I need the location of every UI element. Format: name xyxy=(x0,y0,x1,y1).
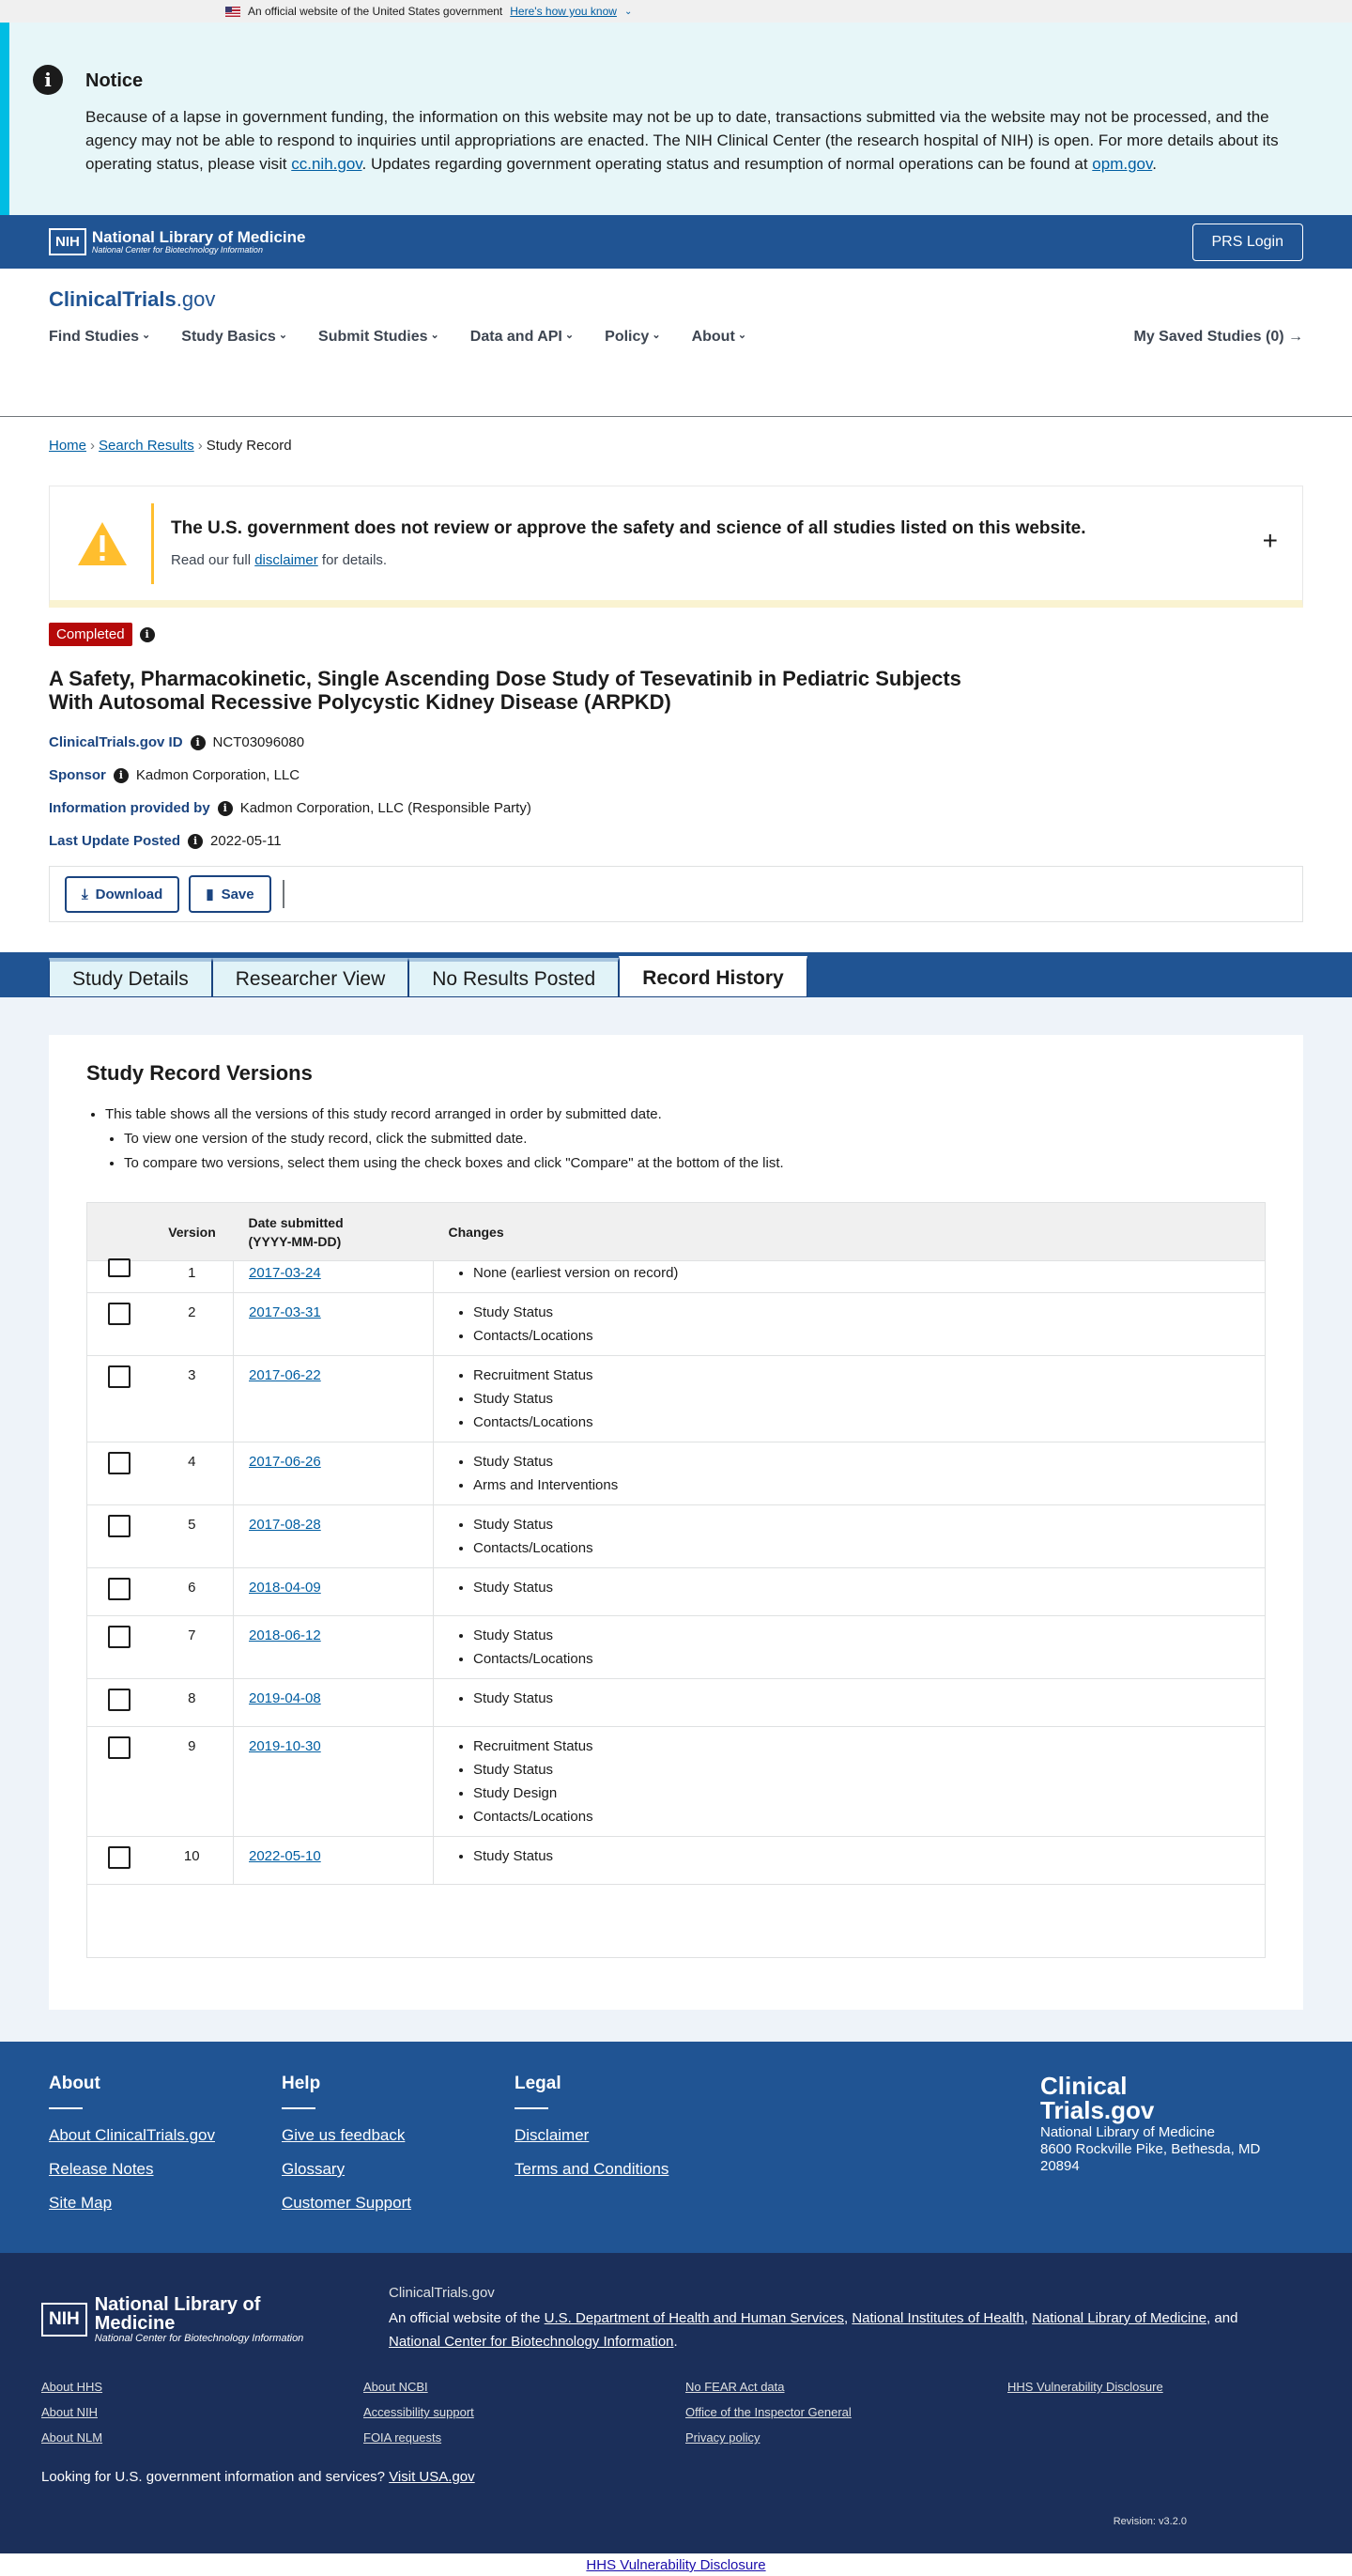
header-date xyxy=(234,1203,434,1261)
footer-link-about-ct[interactable]: About ClinicalTrials.gov xyxy=(49,2126,215,2144)
version-checkbox[interactable] xyxy=(108,1365,131,1388)
intro-bullet: • To compare two versions, select them using the check boxes and click "Compare" at the bottom of the list. xyxy=(124,1151,1266,1176)
nav-about[interactable]: About ⌄ xyxy=(692,329,746,346)
footer-link-feedback[interactable]: Give us feedback xyxy=(282,2126,406,2144)
info-icon[interactable]: i xyxy=(114,768,129,783)
intro-bullet: • To view one version of the study record, click the submitted date. xyxy=(124,1127,1266,1151)
info-icon[interactable]: i xyxy=(140,627,155,642)
checkbox-cell xyxy=(87,1293,151,1356)
table-header-row xyxy=(87,1203,1266,1261)
footer-empty-cell xyxy=(1007,2430,1329,2445)
footer-link-about-nih[interactable]: About NIH xyxy=(41,2405,98,2419)
sep: , xyxy=(843,2310,853,2326)
change-item: • Contacts/Locations xyxy=(473,1324,1250,1348)
changes-cell xyxy=(434,1837,1266,1885)
download-label: Download xyxy=(95,886,163,902)
save-button[interactable] xyxy=(189,875,270,913)
nav-find-studies[interactable]: Find Studies ⌄ xyxy=(49,329,150,346)
footer-bottom xyxy=(0,2253,1352,2553)
info-icon: i xyxy=(33,65,63,95)
version-checkbox[interactable] xyxy=(108,1626,131,1648)
version-date-link[interactable]: 2019-10-30 xyxy=(249,1738,321,1754)
last-update-label: Last Update Posted xyxy=(49,833,181,849)
tab-record-history[interactable]: Record History xyxy=(619,956,807,997)
footer-help-title: Help xyxy=(282,2074,321,2093)
logo-suffix: .gov xyxy=(176,287,216,311)
tab-researcher-view[interactable]: Researcher View xyxy=(212,958,409,997)
changes-cell xyxy=(434,1261,1266,1293)
notice-text: . Updates regarding government operating status and resumption of normal operations can be found at xyxy=(361,155,1093,173)
change-item: • Study Design xyxy=(473,1782,1250,1805)
save-label: Save xyxy=(221,886,254,902)
heres-how-you-know-link[interactable]: Here's how you know xyxy=(510,5,617,18)
date-cell xyxy=(234,1442,434,1505)
prs-login-button[interactable]: PRS Login xyxy=(1192,224,1304,261)
table-row xyxy=(87,1293,1266,1356)
table-row xyxy=(87,1616,1266,1679)
gov-banner xyxy=(0,0,1352,23)
changes-cell xyxy=(434,1568,1266,1616)
address-line: 20894 xyxy=(1040,2158,1080,2174)
change-item: • Arms and Interventions xyxy=(473,1473,1250,1497)
footer-link-no-fear[interactable]: No FEAR Act data xyxy=(685,2380,785,2394)
version-number: 7 xyxy=(151,1616,234,1679)
chevron-right-icon: › xyxy=(90,438,96,454)
tab-no-results-posted[interactable]: No Results Posted xyxy=(408,958,619,997)
version-number: 6 xyxy=(151,1568,234,1616)
change-item: • Study Status xyxy=(473,1687,1250,1710)
version-date-link[interactable]: 2022-05-10 xyxy=(249,1848,321,1864)
date-cell xyxy=(234,1293,434,1356)
checkbox-cell xyxy=(87,1568,151,1616)
date-cell xyxy=(234,1505,434,1568)
sep: , xyxy=(1023,2310,1033,2326)
my-saved-studies-link[interactable] xyxy=(1134,329,1304,346)
table-row xyxy=(87,1356,1266,1442)
table-row xyxy=(87,1727,1266,1837)
footer-rule xyxy=(49,2107,83,2109)
footer-about-title: About xyxy=(49,2074,100,2093)
footer-link-accessibility[interactable]: Accessibility support xyxy=(363,2405,474,2419)
version-date-link[interactable]: 2018-06-12 xyxy=(249,1627,321,1643)
date-cell xyxy=(234,1261,434,1293)
action-bar xyxy=(49,866,1303,922)
change-item: • Study Status xyxy=(473,1450,1250,1473)
header-date-line1: Date submitted xyxy=(248,1214,344,1230)
change-item: • Study Status xyxy=(473,1758,1250,1782)
footer-link-support[interactable]: Customer Support xyxy=(282,2194,411,2212)
table-row xyxy=(87,1568,1266,1616)
revision-label: Revision: v3.2.0 xyxy=(1113,2516,1187,2527)
intro-bullet: • This table shows all the versions of this study record arranged in order by submitted date. xyxy=(105,1103,1266,1127)
versions-heading: Study Record Versions xyxy=(86,1061,313,1085)
date-cell xyxy=(234,1837,434,1885)
date-cell xyxy=(234,1679,434,1727)
info-provided-value: Kadmon Corporation, LLC (Responsible Party) xyxy=(239,800,531,816)
version-date-link[interactable]: 2017-03-24 xyxy=(249,1265,321,1281)
footer-about xyxy=(49,2074,282,2253)
hhs-vulnerability-link[interactable]: HHS Vulnerability Disclosure xyxy=(586,2557,766,2573)
version-number: 9 xyxy=(151,1727,234,1837)
checkbox-cell xyxy=(87,1505,151,1568)
change-item: • Study Status xyxy=(473,1576,1250,1599)
footer-bottom-links xyxy=(41,2380,1311,2445)
version-number: 2 xyxy=(151,1293,234,1356)
checkbox-cell xyxy=(87,1356,151,1442)
expand-plus-icon[interactable]: + xyxy=(1262,526,1278,555)
disclaimer-alert xyxy=(49,486,1303,608)
address-line: 8600 Rockville Pike, Bethesda, MD xyxy=(1040,2141,1261,2157)
disclaimer-link[interactable]: disclaimer xyxy=(254,552,318,568)
footer-link-about-ncbi[interactable]: About NCBI xyxy=(363,2380,428,2394)
footer-link-glossary[interactable]: Glossary xyxy=(282,2160,346,2178)
change-item: • Contacts/Locations xyxy=(473,1536,1250,1560)
changes-list xyxy=(449,1261,1250,1285)
arrow-right-icon: → xyxy=(1288,329,1303,345)
footer-link-hhs-vuln[interactable]: HHS Vulnerability Disclosure xyxy=(1007,2380,1163,2394)
ncbi-link[interactable]: National Center for Biotechnology Information xyxy=(389,2334,674,2350)
disclaimer-text xyxy=(171,552,1086,568)
footer-usa-row xyxy=(41,2469,1311,2485)
bookmark-icon: ▮ xyxy=(206,887,214,902)
footer-top xyxy=(0,2042,1352,2253)
footer-legal-title: Legal xyxy=(515,2074,561,2093)
header-checkbox-col xyxy=(87,1203,151,1261)
version-checkbox[interactable] xyxy=(108,1689,131,1711)
changes-list xyxy=(449,1624,1250,1671)
version-date-link[interactable]: 2017-08-28 xyxy=(249,1517,321,1533)
footer-address xyxy=(1040,2074,1303,2253)
notice-title: Notice xyxy=(85,70,144,91)
versions-table xyxy=(86,1202,1266,1958)
chevron-right-icon: › xyxy=(197,438,203,454)
chevron-down-icon: ⌄ xyxy=(623,6,633,17)
breadcrumb-search-results[interactable]: Search Results xyxy=(99,438,194,454)
notice-banner xyxy=(0,23,1352,215)
status-badge: Completed xyxy=(49,623,132,646)
versions-card xyxy=(49,1035,1303,2010)
table-empty-cell xyxy=(87,1885,1266,1958)
version-checkbox[interactable] xyxy=(108,1258,131,1277)
footer-official-text xyxy=(389,2306,1262,2353)
footer-link-disclaimer[interactable]: Disclaimer xyxy=(515,2126,590,2144)
change-item: • Contacts/Locations xyxy=(473,1411,1250,1434)
change-item: • Study Status xyxy=(473,1301,1250,1324)
version-checkbox[interactable] xyxy=(108,1846,131,1869)
address-line: National Library of Medicine xyxy=(1040,2124,1215,2140)
changes-list xyxy=(449,1576,1250,1599)
info-icon[interactable]: i xyxy=(218,801,233,816)
versions-intro xyxy=(86,1103,1266,1176)
bottom-link-row xyxy=(0,2553,1352,2576)
gov-banner-text: An official website of the United States government xyxy=(248,5,503,18)
nih-link[interactable]: National Institutes of Health xyxy=(852,2310,1024,2326)
nlm-header xyxy=(0,215,1352,269)
us-flag-icon xyxy=(225,7,240,17)
version-date-link[interactable]: 2017-03-31 xyxy=(249,1304,321,1320)
nav-submit-studies[interactable]: Submit Studies ⌄ xyxy=(318,329,439,346)
date-cell xyxy=(234,1568,434,1616)
info-provided-label: Information provided by xyxy=(49,800,210,816)
version-checkbox[interactable] xyxy=(108,1452,131,1474)
hhs-link[interactable]: U.S. Department of Health and Human Services xyxy=(544,2310,844,2326)
change-item: • Recruitment Status xyxy=(473,1735,1250,1758)
footer-link-site-map[interactable]: Site Map xyxy=(49,2194,113,2212)
changes-cell xyxy=(434,1727,1266,1837)
info-icon[interactable]: i xyxy=(188,834,203,849)
table-row xyxy=(87,1837,1266,1885)
notice-text: Because of a lapse in government funding, the information on this website may not be up to date, transactions submitted via the website may not be processed, and the agency may not be able to respond to inquiries until appropriations are enacted. The NIH Clinical Center (the research hospital of NIH) is open. For more details about its operating status, please visit xyxy=(85,108,1279,173)
footer-site-name: ClinicalTrials.gov xyxy=(389,2285,495,2301)
version-number: 3 xyxy=(151,1356,234,1442)
checkbox-cell xyxy=(87,1442,151,1505)
changes-list xyxy=(449,1450,1250,1497)
nav-policy[interactable]: Policy ⌄ xyxy=(605,329,660,346)
change-item: • Study Status xyxy=(473,1844,1250,1868)
header-date-line2: (YYYY-MM-DD) xyxy=(248,1233,342,1249)
logo-main: ClinicalTrials xyxy=(49,287,177,311)
toolbar-divider xyxy=(283,880,284,908)
version-checkbox[interactable] xyxy=(108,1578,131,1600)
version-date-link[interactable]: 2019-04-08 xyxy=(249,1690,321,1706)
sep: , and xyxy=(1206,2310,1238,2326)
header-changes: Changes xyxy=(434,1203,1266,1261)
checkbox-cell xyxy=(87,1616,151,1679)
version-number: 8 xyxy=(151,1679,234,1727)
footer-logo-line1: Clinical xyxy=(1040,2072,1128,2100)
change-item: • Study Status xyxy=(473,1513,1250,1536)
sponsor-label: Sponsor xyxy=(49,767,106,783)
version-number: 5 xyxy=(151,1505,234,1568)
footer-link-about-nlm[interactable]: About NLM xyxy=(41,2430,103,2445)
main-nav xyxy=(49,329,1303,346)
breadcrumb-home[interactable]: Home xyxy=(49,438,87,454)
breadcrumb xyxy=(0,417,1352,474)
nih-logo-icon: NIH xyxy=(49,228,86,255)
nih-logo-icon: NIH xyxy=(41,2303,87,2337)
usa-text: Looking for U.S. government information and services? xyxy=(41,2469,386,2485)
version-number: 1 xyxy=(151,1261,234,1293)
checkbox-cell xyxy=(87,1727,151,1837)
checkbox-cell xyxy=(87,1261,151,1293)
table-row xyxy=(87,1261,1266,1293)
saved-label: My Saved Studies (0) xyxy=(1133,329,1284,345)
checkbox-cell xyxy=(87,1679,151,1727)
footer-link-terms[interactable]: Terms and Conditions xyxy=(515,2160,669,2178)
changes-cell xyxy=(434,1679,1266,1727)
footer-empty-cell xyxy=(1007,2405,1329,2419)
changes-list xyxy=(449,1687,1250,1710)
footer-ncbi-subtitle: National Center for Biotechnology Information xyxy=(94,2332,304,2344)
change-item: • Study Status xyxy=(473,1624,1250,1647)
footer-ct-logo[interactable] xyxy=(1040,2074,1303,2122)
changes-list xyxy=(449,1844,1250,1868)
last-update-value: 2022-05-11 xyxy=(210,833,282,849)
changes-cell xyxy=(434,1505,1266,1568)
date-cell xyxy=(234,1727,434,1837)
change-item: • Contacts/Locations xyxy=(473,1647,1250,1671)
clinicaltrials-logo[interactable] xyxy=(49,287,1303,312)
table-row xyxy=(87,1679,1266,1727)
nlm-name: National Library of Medicine xyxy=(91,227,306,246)
disclaimer-title: The U.S. government does not review or approve the safety and science of all studies listed on this website. xyxy=(171,518,1086,538)
footer-nlm-logo[interactable] xyxy=(41,2285,332,2353)
footer-link-release-notes[interactable]: Release Notes xyxy=(49,2160,154,2178)
version-date-link[interactable]: 2017-06-26 xyxy=(249,1454,321,1470)
status-row xyxy=(49,623,1303,646)
version-number: 10 xyxy=(151,1837,234,1885)
download-button[interactable] xyxy=(65,876,179,913)
content-area xyxy=(0,997,1352,2042)
official-pre: An official website of the xyxy=(389,2310,545,2326)
footer-link-privacy[interactable]: Privacy policy xyxy=(685,2430,760,2445)
version-checkbox[interactable] xyxy=(108,1303,131,1325)
changes-list xyxy=(449,1364,1250,1434)
table-empty-footer xyxy=(87,1885,1266,1958)
sep: . xyxy=(673,2334,678,2350)
nlm-link[interactable]: National Library of Medicine xyxy=(1032,2310,1207,2326)
site-header xyxy=(0,269,1352,417)
warning-icon xyxy=(76,520,129,567)
header-version: Version xyxy=(151,1203,234,1261)
nav-data-and-api[interactable]: Data and API ⌄ xyxy=(470,329,574,346)
footer-rule xyxy=(282,2107,315,2109)
notice-body xyxy=(85,105,1297,176)
sponsor-value: Kadmon Corporation, LLC xyxy=(135,767,300,783)
nlm-logo[interactable] xyxy=(49,228,306,255)
breadcrumb-current: Study Record xyxy=(206,438,292,454)
change-item: • Recruitment Status xyxy=(473,1364,1250,1387)
table-row xyxy=(87,1442,1266,1505)
nav-study-basics[interactable]: Study Basics ⌄ xyxy=(181,329,287,346)
checkbox-cell xyxy=(87,1837,151,1885)
info-icon[interactable]: i xyxy=(191,735,206,750)
footer-rule xyxy=(515,2107,548,2109)
study-meta xyxy=(49,734,1303,849)
visit-usa-link[interactable]: Visit USA.gov xyxy=(389,2469,475,2485)
footer-legal xyxy=(515,2074,747,2253)
change-item: • Study Status xyxy=(473,1387,1250,1411)
version-date-link[interactable]: 2017-06-22 xyxy=(249,1367,321,1383)
changes-cell xyxy=(434,1442,1266,1505)
version-checkbox[interactable] xyxy=(108,1515,131,1537)
disclaimer-post: for details. xyxy=(317,552,388,568)
change-item: • Contacts/Locations xyxy=(473,1805,1250,1828)
download-icon: ⤓ xyxy=(82,886,88,902)
notice-text: . xyxy=(1152,155,1157,173)
date-cell xyxy=(234,1616,434,1679)
date-cell xyxy=(234,1356,434,1442)
changes-cell xyxy=(434,1293,1266,1356)
footer-link-about-hhs[interactable]: About HHS xyxy=(41,2380,103,2394)
nct-id-label: ClinicalTrials.gov ID xyxy=(49,734,183,750)
footer-link-oig[interactable]: Office of the Inspector General xyxy=(685,2405,852,2419)
disclaimer-pre: Read our full xyxy=(171,552,255,568)
study-title: A Safety, Pharmacokinetic, Single Ascending Dose Study of Tesevatinib in Pediatric Subjects With Autosomal Recessive Polycystic Kidney Disease (ARPKD) xyxy=(49,667,961,714)
tabs-bar xyxy=(0,952,1352,997)
changes-list xyxy=(449,1513,1250,1560)
version-number: 4 xyxy=(151,1442,234,1505)
nct-id-value: NCT03096080 xyxy=(212,734,305,750)
changes-list xyxy=(449,1301,1250,1348)
opm-link[interactable]: opm.gov xyxy=(1092,155,1153,173)
version-checkbox[interactable] xyxy=(108,1736,131,1759)
cc-nih-link[interactable]: cc.nih.gov xyxy=(291,155,362,173)
changes-list xyxy=(449,1735,1250,1828)
change-item: • None (earliest version on record) xyxy=(473,1261,1250,1285)
footer-help xyxy=(282,2074,515,2253)
tab-study-details[interactable]: Study Details xyxy=(49,958,212,997)
changes-cell xyxy=(434,1616,1266,1679)
changes-cell xyxy=(434,1356,1266,1442)
footer-logo-line2: Trials.gov xyxy=(1040,2096,1155,2124)
ncbi-subtitle: National Center for Biotechnology Information xyxy=(91,244,263,255)
table-row xyxy=(87,1505,1266,1568)
warning-divider xyxy=(151,503,154,584)
footer-link-foia[interactable]: FOIA requests xyxy=(363,2430,442,2445)
footer-nlm-name: National Library of Medicine xyxy=(94,2293,261,2334)
version-date-link[interactable]: 2018-04-09 xyxy=(249,1580,321,1596)
